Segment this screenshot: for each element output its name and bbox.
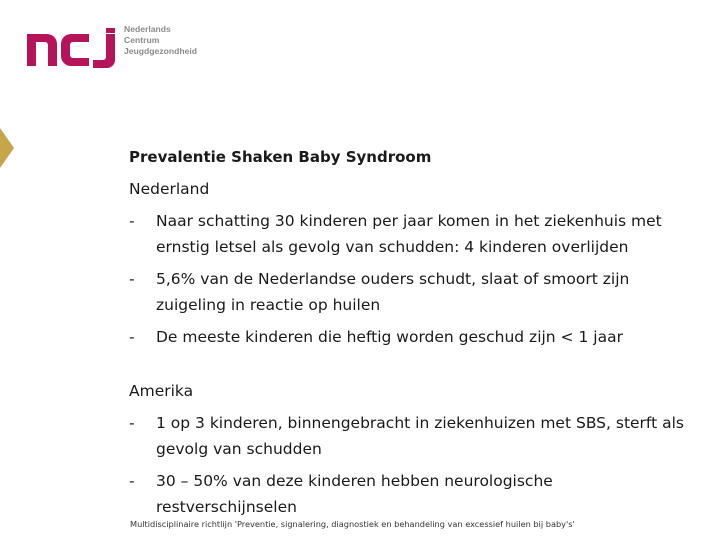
bullet-dash: - — [129, 328, 135, 346]
bullet-dash: - — [129, 270, 135, 288]
bullet-list-amerika — [129, 410, 689, 520]
section-heading-nederland: Nederland — [129, 180, 210, 198]
slide-title: Prevalentie Shaken Baby Syndroom — [129, 148, 432, 166]
slide-content — [129, 146, 689, 526]
list-item — [129, 266, 689, 318]
bullet-dash: - — [129, 414, 135, 432]
list-item — [129, 208, 689, 260]
bullet-dash: - — [129, 212, 135, 230]
logo-wordmark — [124, 24, 244, 57]
bullet-text: Naar schatting 30 kinderen per jaar komen in het ziekenhuis met ernstig letsel als gevolg van schudden: 4 kinderen overlijden — [156, 212, 662, 256]
bullet-dash: - — [129, 472, 135, 490]
footer-reference: Multidisciplinaire richtlijn 'Preventie, signalering, diagnostiek en behandeling van excessief huilen bij baby's' — [130, 519, 575, 529]
bullet-list-nederland — [129, 208, 689, 350]
bullet-text: 5,6% van de Nederlandse ouders schudt, slaat of smoort zijn zuigeling in reactie op huilen — [156, 270, 630, 314]
bullet-text: 1 op 3 kinderen, binnengebracht in ziekenhuizen met SBS, sterft als gevolg van schudden — [156, 414, 684, 458]
section-heading-amerika: Amerika — [129, 382, 194, 400]
logo-line-1: Nederlands — [124, 24, 171, 34]
logo-line-2: Centrum — [124, 35, 160, 45]
ncj-logo-mark — [27, 28, 119, 68]
bullet-text: 30 – 50% van deze kinderen hebben neurologische restverschijnselen — [156, 472, 553, 516]
list-item — [129, 468, 689, 520]
logo-line-3: Jeugdgezondheid — [124, 46, 198, 56]
list-item — [129, 410, 689, 462]
bullet-text: De meeste kinderen die heftig worden geschud zijn < 1 jaar — [156, 328, 623, 346]
side-arrow-icon — [0, 128, 14, 168]
list-item — [129, 324, 689, 350]
